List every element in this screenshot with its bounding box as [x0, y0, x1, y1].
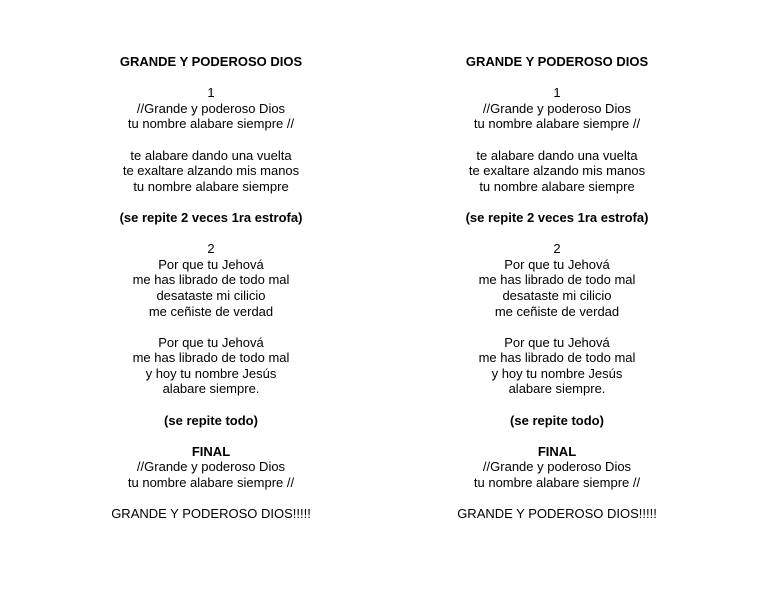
lyric-line: te alabare dando una vuelta [130, 147, 292, 163]
repeat-note: (se repite 2 veces 1ra estrofa) [119, 209, 303, 225]
lyric-line: y hoy tu nombre Jesús [491, 365, 623, 381]
spacer [61, 132, 361, 148]
spacer [407, 428, 707, 444]
spacer [407, 319, 707, 335]
lyric-line: //Grande y poderoso Dios [482, 100, 632, 116]
lyric-line: desataste mi cilicio [156, 287, 266, 303]
spacer [407, 491, 707, 507]
lyric-line: desataste mi cilicio [502, 287, 612, 303]
closing-line: GRANDE Y PODEROSO DIOS!!!!! [111, 506, 311, 522]
spacer [61, 226, 361, 242]
lyric-line: //Grande y poderoso Dios [136, 459, 286, 475]
spacer [407, 226, 707, 242]
spacer [61, 194, 361, 210]
lyric-line: y hoy tu nombre Jesús [145, 365, 277, 381]
repeat-note: (se repite todo) [164, 412, 258, 428]
lyric-line: me ceñiste de verdad [148, 303, 274, 319]
spacer [407, 70, 707, 86]
lyric-line: Por que tu Jehová [504, 256, 610, 272]
lyric-line: tu nombre alabare siempre [479, 178, 635, 194]
spacer [61, 397, 361, 413]
spacer [61, 70, 361, 86]
lyric-line: me has librado de todo mal [478, 350, 636, 366]
closing-line: GRANDE Y PODEROSO DIOS!!!!! [457, 506, 657, 522]
lyric-line: //Grande y poderoso Dios [482, 459, 632, 475]
lyric-line: me has librado de todo mal [132, 272, 290, 288]
lyric-line: tu nombre alabare siempre // [127, 475, 295, 491]
song-column-right [407, 54, 707, 522]
verse-number: 2 [207, 241, 215, 257]
final-heading: FINAL [537, 443, 577, 459]
lyric-line: te exaltare alzando mis manos [122, 163, 300, 179]
lyric-line: me ceñiste de verdad [494, 303, 620, 319]
repeat-note: (se repite 2 veces 1ra estrofa) [465, 209, 649, 225]
repeat-note: (se repite todo) [510, 412, 604, 428]
song-title: GRANDE Y PODEROSO DIOS [465, 54, 649, 69]
spacer [407, 194, 707, 210]
verse-number: 1 [553, 85, 561, 101]
lyric-line: me has librado de todo mal [132, 350, 290, 366]
spacer [407, 397, 707, 413]
spacer [61, 491, 361, 507]
lyric-line: tu nombre alabare siempre // [473, 475, 641, 491]
spacer [61, 319, 361, 335]
verse-number: 1 [207, 85, 215, 101]
final-heading: FINAL [191, 443, 231, 459]
lyric-line: te exaltare alzando mis manos [468, 163, 646, 179]
spacer [407, 132, 707, 148]
lyric-line: me has librado de todo mal [478, 272, 636, 288]
lyric-line: tu nombre alabare siempre // [127, 116, 295, 132]
lyric-line: tu nombre alabare siempre [133, 178, 289, 194]
lyric-line: Por que tu Jehová [504, 334, 610, 350]
lyric-line: Por que tu Jehová [158, 334, 264, 350]
lyric-line: //Grande y poderoso Dios [136, 100, 286, 116]
spacer [61, 428, 361, 444]
verse-number: 2 [553, 241, 561, 257]
lyric-line: te alabare dando una vuelta [476, 147, 638, 163]
lyric-line: tu nombre alabare siempre // [473, 116, 641, 132]
lyric-line: Por que tu Jehová [158, 256, 264, 272]
lyric-line: alabare siempre. [162, 381, 260, 397]
song-column-left [61, 54, 361, 522]
lyric-line: alabare siempre. [508, 381, 606, 397]
song-title: GRANDE Y PODEROSO DIOS [119, 54, 303, 69]
